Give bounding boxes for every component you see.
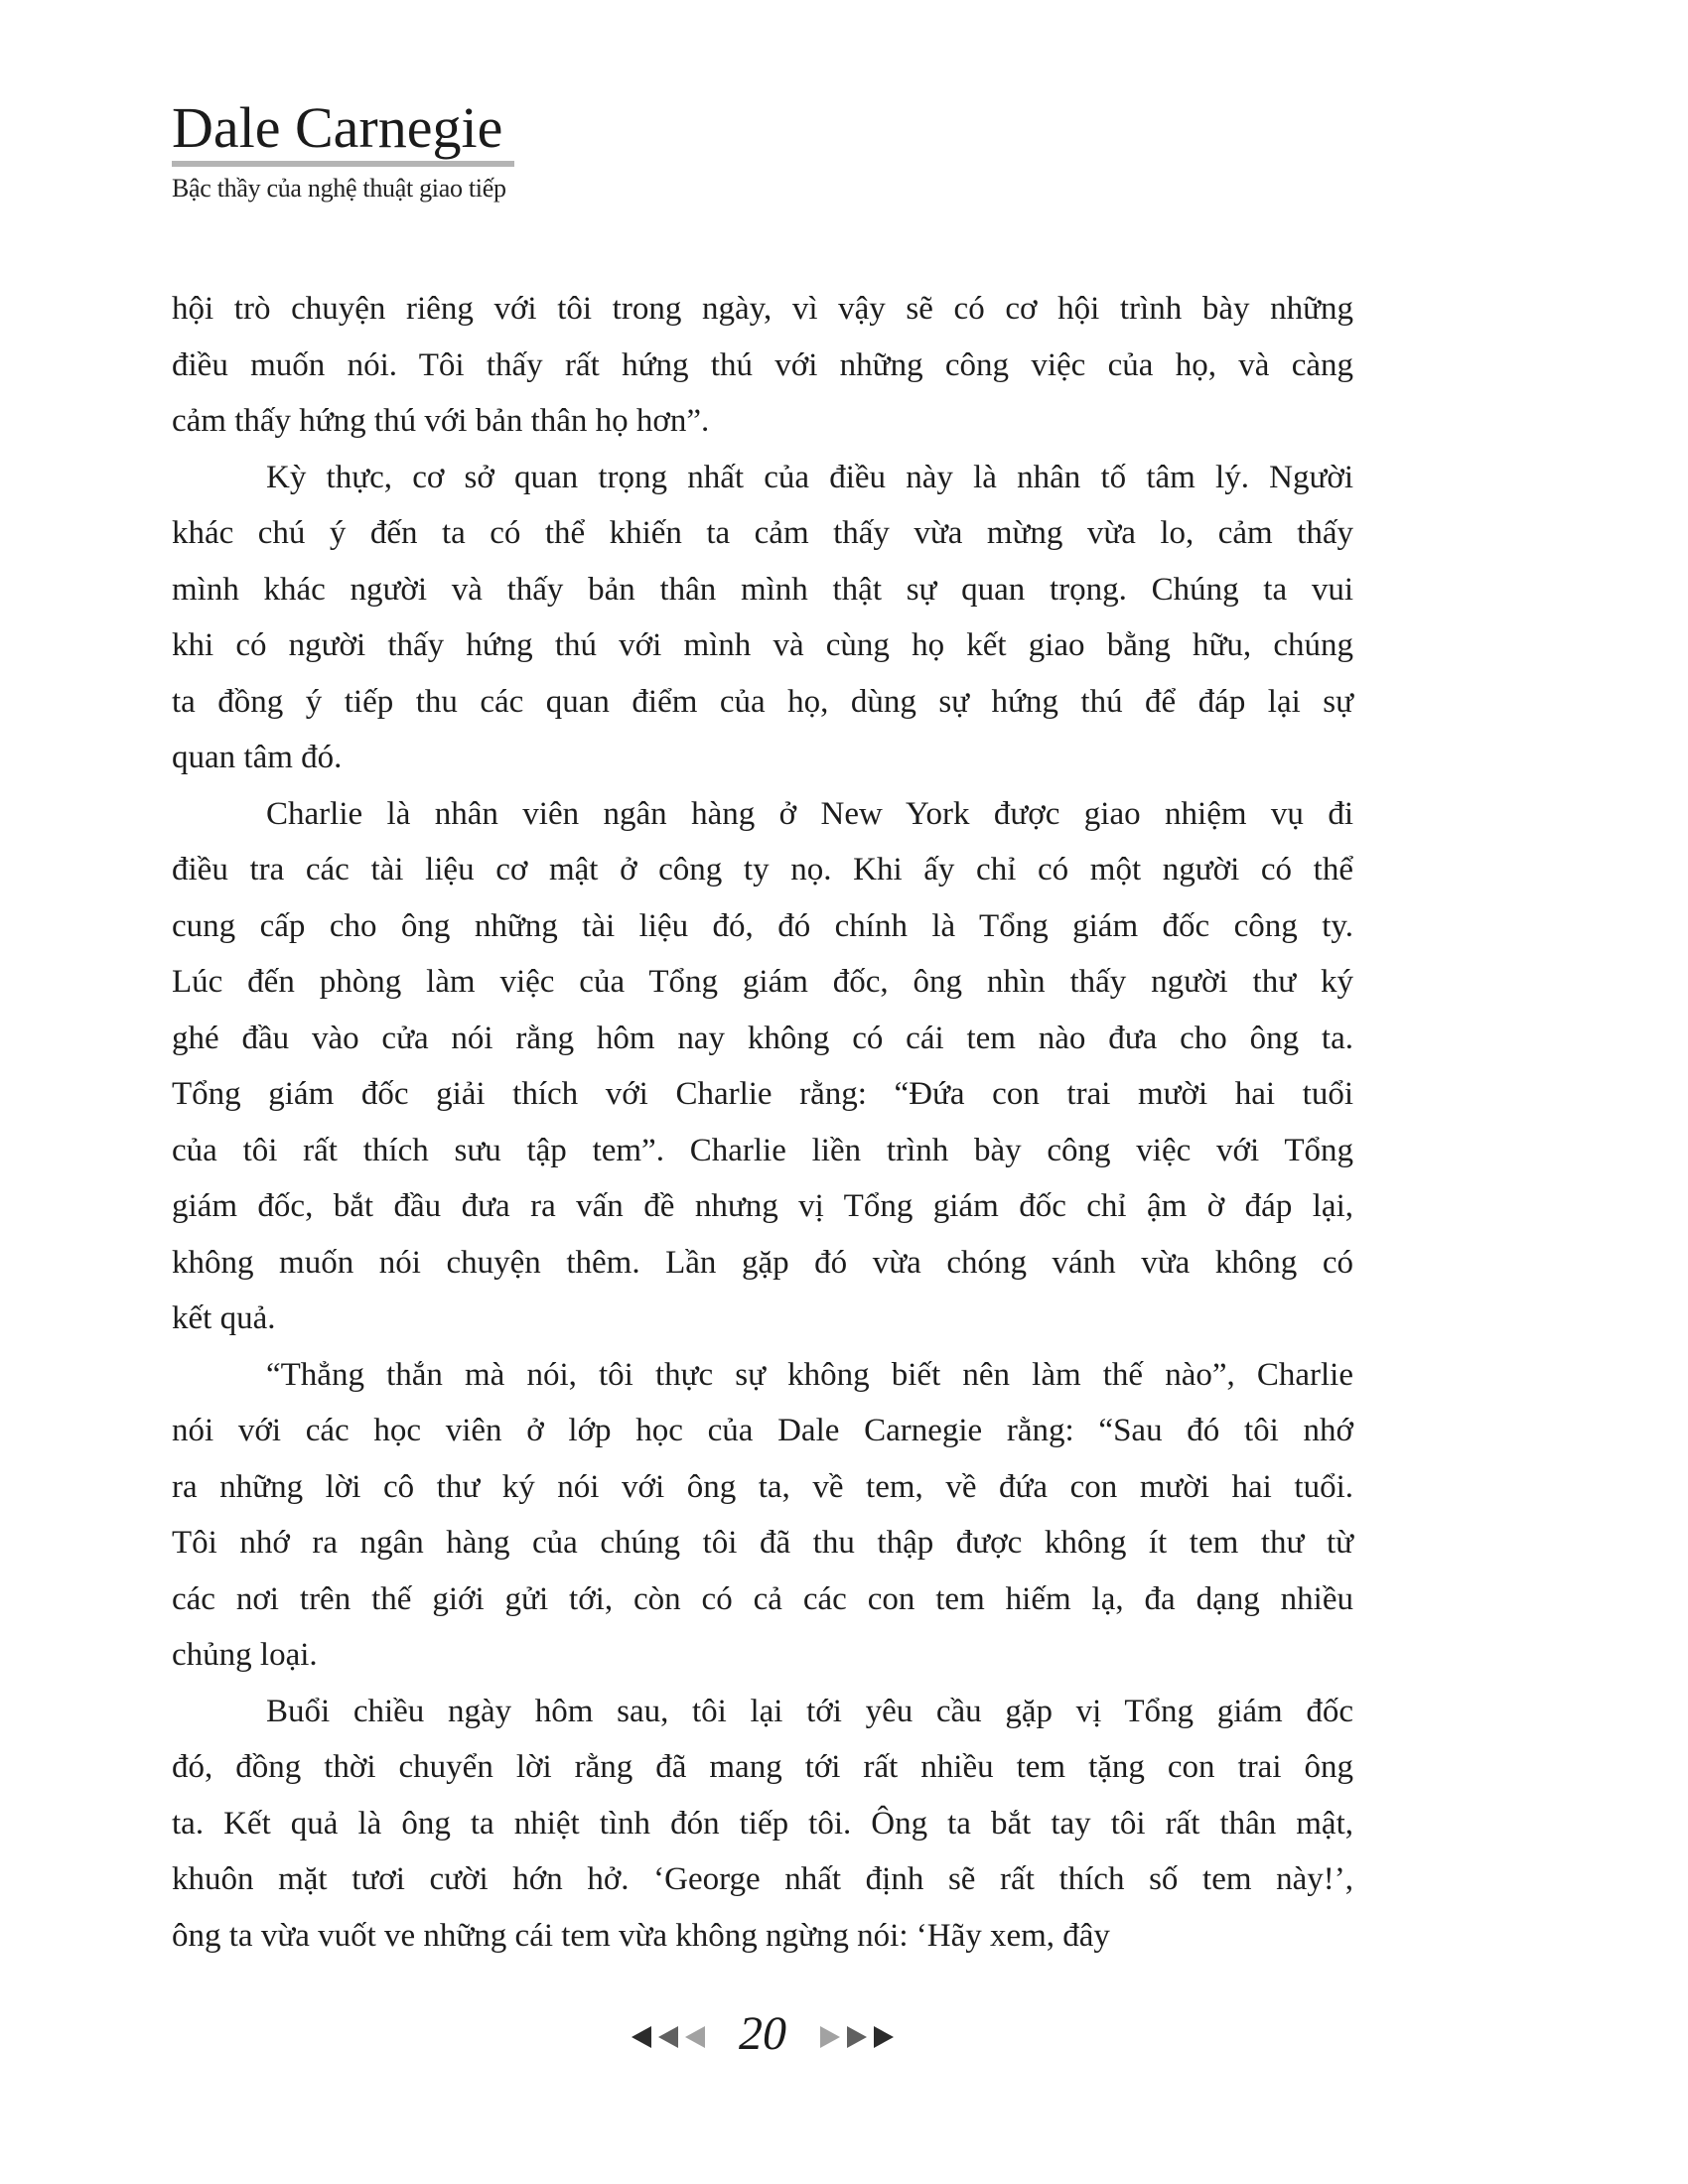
body-line: “Thẳng thắn mà nói, tôi thực sự không biết nên làm thế nào”, Charlie (266, 1356, 1353, 1393)
body-line: không muốn nói chuyện thêm. Lần gặp đó vừa chóng vánh vừa không có (172, 1244, 1353, 1281)
page-header (172, 95, 768, 204)
body-line: Lúc đến phòng làm việc của Tổng giám đốc, ông nhìn thấy người thư ký (172, 964, 1353, 1000)
body-line: khi có người thấy hứng thú với mình và cùng họ kết giao bằng hữu, chúng (172, 627, 1353, 663)
paragraph (172, 1347, 1353, 1684)
body-line: mình khác người và thấy bản thân mình thật sự quan trọng. Chúng ta vui (172, 571, 1353, 608)
paragraph (172, 1684, 1353, 1965)
paragraph (172, 786, 1353, 1347)
body-line: hội trò chuyện riêng với tôi trong ngày, vì vậy sẽ có cơ hội trình bày những (172, 291, 1353, 327)
body-line: quan tâm đó. (172, 740, 343, 775)
body-line: ghé đầu vào cửa nói rằng hôm nay không có cái tem nào đưa cho ông ta. (172, 1020, 1353, 1056)
body-line: cung cấp cho ông những tài liệu đó, đó chính là Tổng giám đốc công ty. (172, 907, 1353, 944)
body-line: Buổi chiều ngày hôm sau, tôi lại tới yêu cầu gặp vị Tổng giám đốc (266, 1693, 1353, 1729)
left-arrow-icon (685, 2026, 705, 2048)
body-line: nói với các học viên ở lớp học của Dale Carnegie rằng: “Sau đó tôi nhớ (172, 1413, 1353, 1448)
body-line: điều tra các tài liệu cơ mật ở công ty nọ. Khi ấy chỉ có một người có thể (172, 852, 1353, 887)
right-arrow-icon (874, 2026, 894, 2048)
body-line: điều muốn nói. Tôi thấy rất hứng thú với những công việc của họ, và càng (172, 346, 1353, 383)
body-line: Charlie là nhân viên ngân hàng ở New York được giao nhiệm vụ đi (266, 795, 1353, 832)
left-arrow-icon (658, 2026, 678, 2048)
body-line: ông ta vừa vuốt ve những cái tem vừa không ngừng nói: ‘Hãy xem, đây (172, 1917, 1110, 1954)
body-line: của tôi rất thích sưu tập tem”. Charlie liền trình bày công việc với Tổng (172, 1132, 1353, 1168)
body-text (172, 281, 1353, 1964)
body-line: các nơi trên thế giới gửi tới, còn có cả các con tem hiếm lạ, đa dạng nhiều (172, 1580, 1353, 1617)
book-author-title: Dale Carnegie (172, 95, 503, 160)
paragraph (172, 281, 1353, 450)
paragraph (172, 450, 1353, 786)
header-underline (172, 161, 514, 167)
left-arrows-icon (632, 2026, 705, 2048)
left-arrow-icon (632, 2026, 651, 2048)
body-line: Tổng giám đốc giải thích với Charlie rằng: “Đứa con trai mười hai tuổi (172, 1076, 1353, 1112)
book-subtitle: Bậc thầy của nghệ thuật giao tiếp (172, 174, 506, 203)
body-line: Kỳ thực, cơ sở quan trọng nhất của điều này là nhân tố tâm lý. Người (266, 459, 1353, 495)
body-line: cảm thấy hứng thú với bản thân họ hơn”. (172, 403, 710, 439)
right-arrow-icon (847, 2026, 867, 2048)
body-line: giám đốc, bắt đầu đưa ra vấn đề nhưng vị Tổng giám đốc chỉ ậm ờ đáp lại, (172, 1188, 1353, 1224)
page-number: 20 (739, 2007, 786, 2060)
page-footer (172, 2007, 1353, 2061)
body-line: chủng loại. (172, 1637, 318, 1673)
right-arrow-icon (820, 2026, 840, 2048)
body-line: ta đồng ý tiếp thu các quan điểm của họ, dùng sự hứng thú để đáp lại sự (172, 683, 1353, 720)
body-line: Tôi nhớ ra ngân hàng của chúng tôi đã thu thập được không ít tem thư từ (172, 1525, 1353, 1561)
body-line: đó, đồng thời chuyển lời rằng đã mang tới rất nhiều tem tặng con trai ông (172, 1749, 1353, 1785)
body-line: ra những lời cô thư ký nói với ông ta, về tem, về đứa con mười hai tuổi. (172, 1468, 1353, 1505)
body-line: ta. Kết quả là ông ta nhiệt tình đón tiếp tôi. Ông ta bắt tay tôi rất thân mật, (172, 1805, 1353, 1842)
body-line: khác chú ý đến ta có thể khiến ta cảm thấy vừa mừng vừa lo, cảm thấy (172, 515, 1353, 551)
right-arrows-icon (820, 2026, 894, 2048)
body-line: kết quả. (172, 1300, 276, 1336)
body-line: khuôn mặt tươi cười hớn hở. ‘George nhất định sẽ rất thích số tem này!’, (172, 1861, 1353, 1897)
